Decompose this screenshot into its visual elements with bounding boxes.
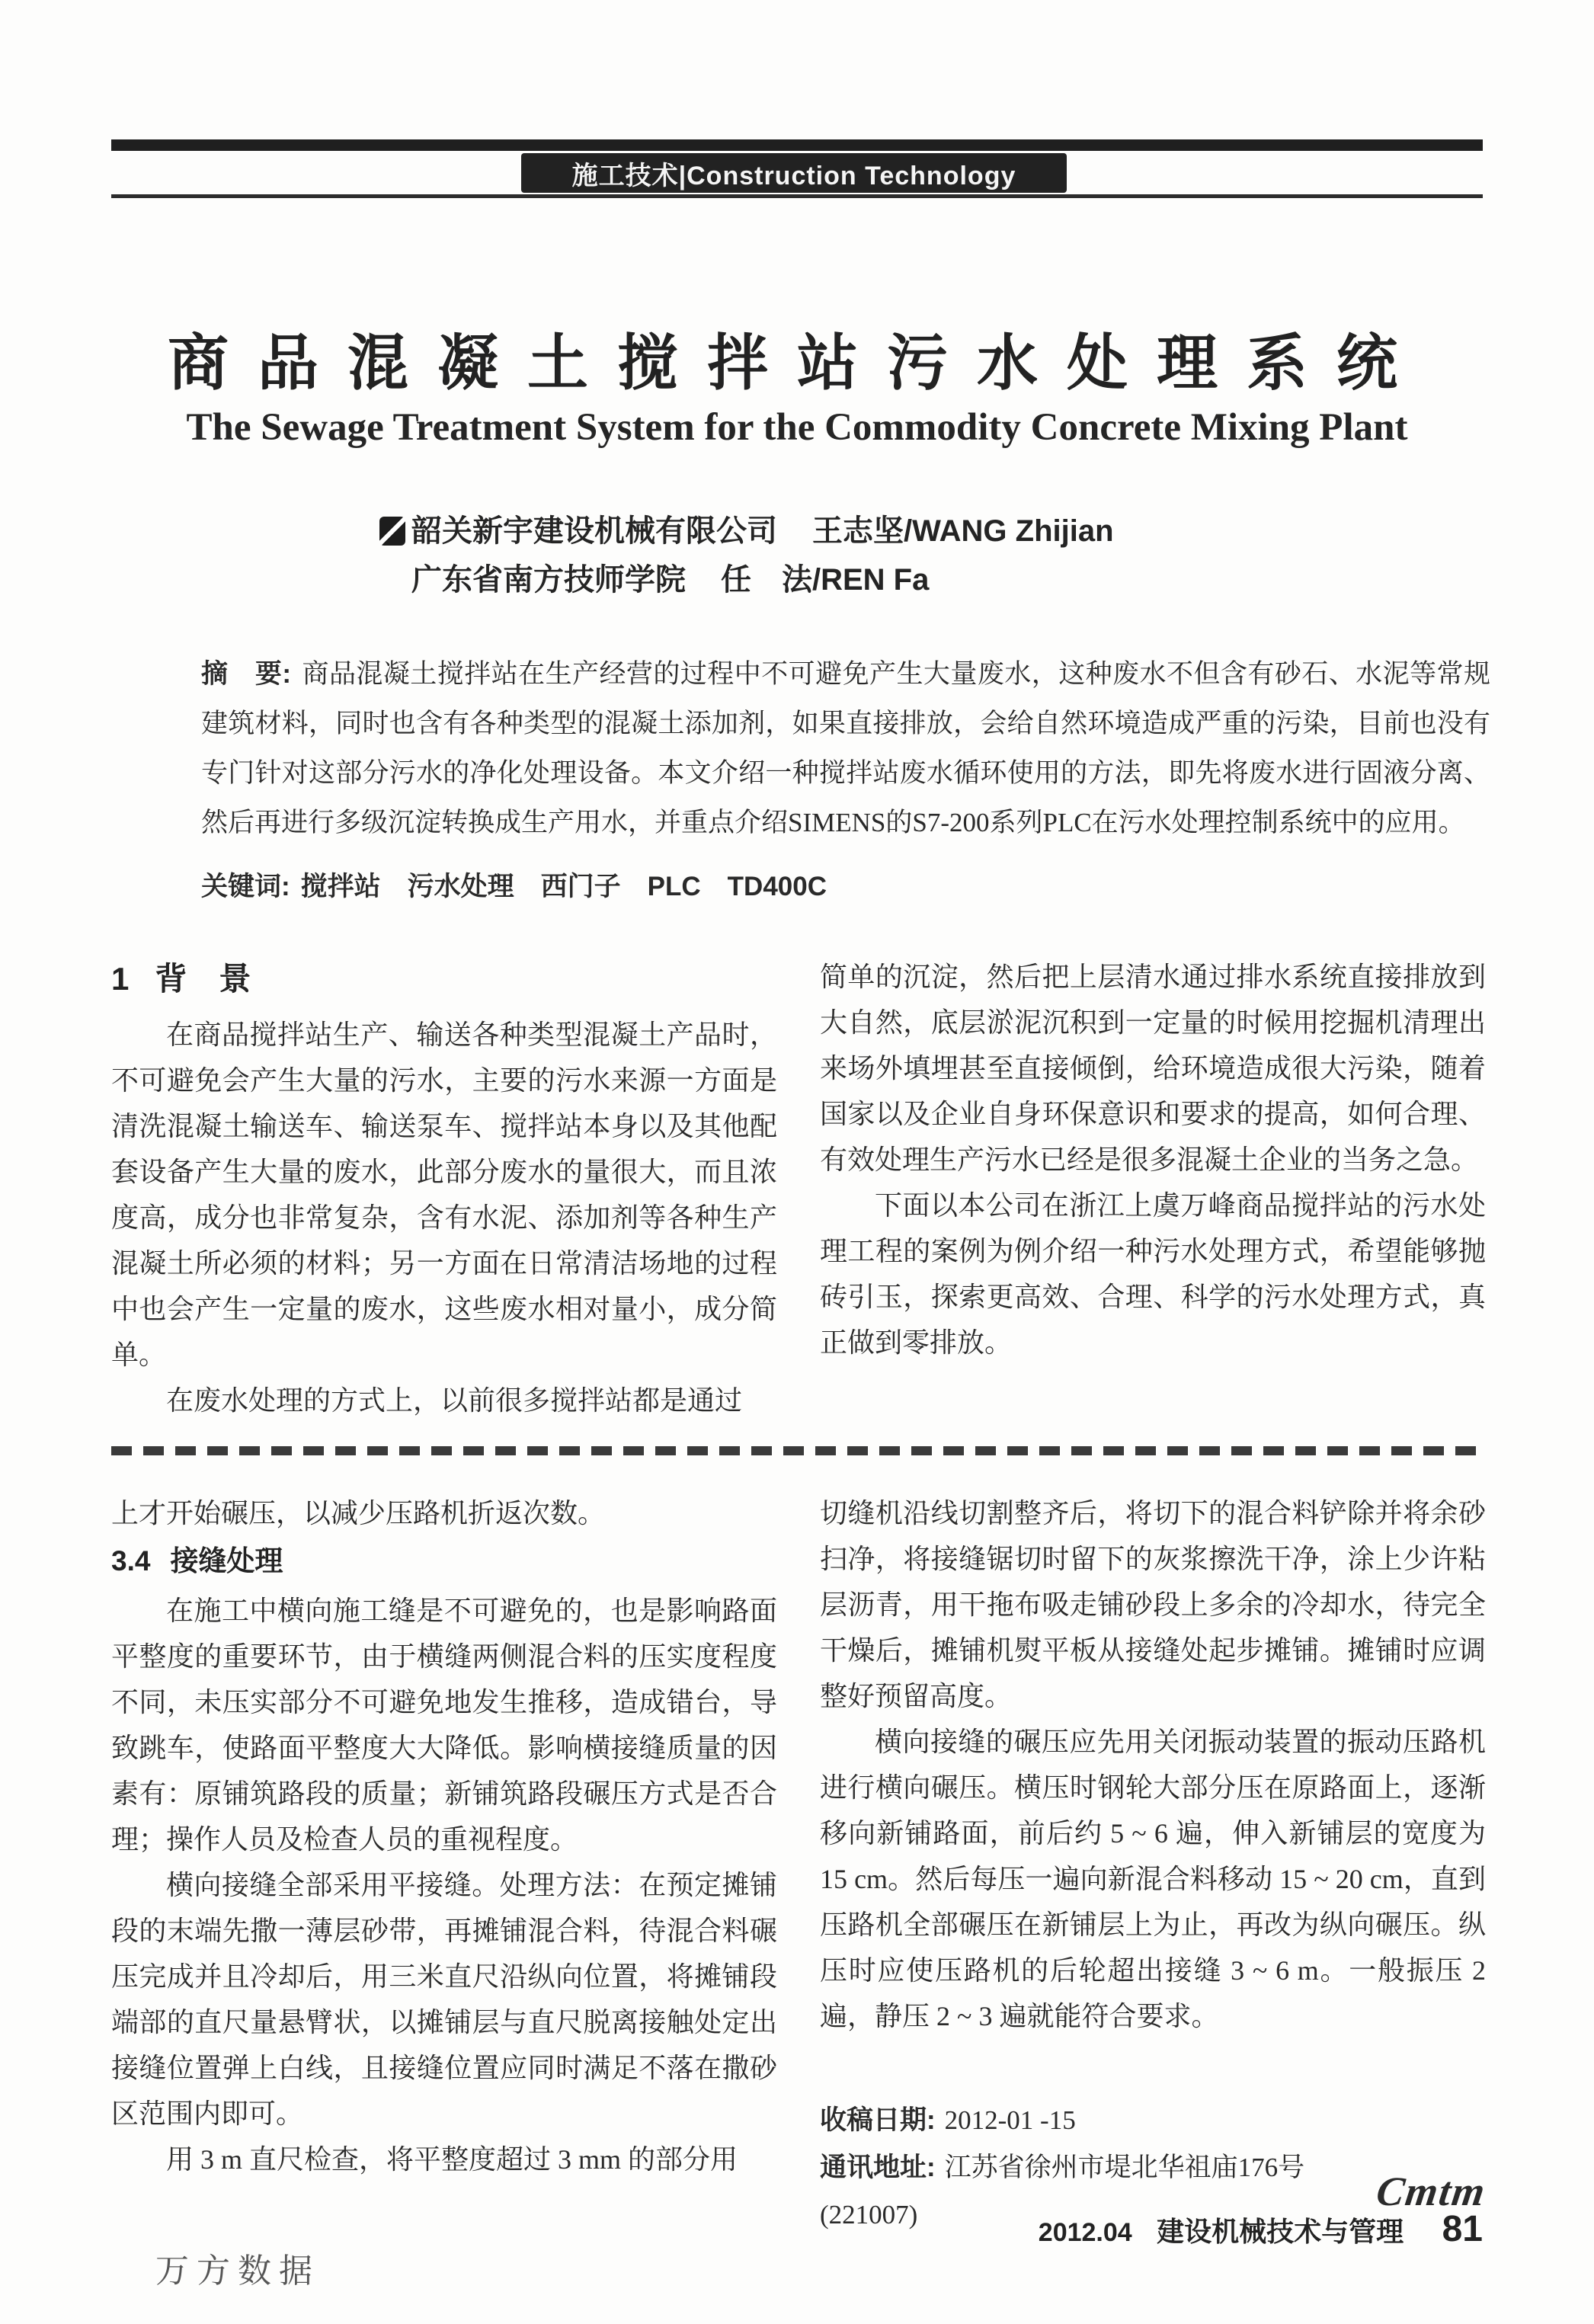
body-paragraph: 简单的沉淀，然后把上层清水通过排水系统直接排放到大自然，底层淤泥沉积到一定量的时候用挖掘机清理出来场外填埋甚至直接倾倒，给环境造成很大污染，随着国家以及企业自身环保意识和要求的提高，如何合理、有效处理生产污水已经是很多混凝土企业的当务之急。 [820,962,1486,1175]
header-rule-thin [111,194,1483,198]
body-paragraph: 横向接缝的碾压应先用关闭振动装置的振动压路机进行横向碾压。横压时钢轮大部分压在原路面上，逐渐移向新铺路面，前后约 5 ~ 6 遍，伸入新铺层的宽度为 15 cm。然后每压一遍向新混合料移动 15 ~ 20 cm，直到压路机全部碾压在新铺层上为止，再改为纵向碾压。纵压时应使压路机的后轮超出接缝 3 ~ 6 m。一般振压 2 遍，静压 2 ~ 3 遍就能符合要求。 [820,1727,1486,2031]
section1-heading [111,954,777,1004]
section1-number: 1 [111,961,130,997]
section34-title: 接缝处理 [170,1545,283,1577]
received-date-value: 2012-01 -15 [944,2105,1076,2135]
author-row [379,507,1114,555]
body-paragraph: 在商品搅拌站生产、输送各种类型混凝土产品时，不可避免会产生大量的污水，主要的污水来源一方面是清洗混凝土输送车、输送泵车、搅拌站本身以及其他配套设备产生大量的废水，此部分废水的量很大，而且浓度高，成分也非常复杂，含有水泥、添加剂等各种生产混凝土所必须的材料；另一方面在日常清洁场地的过程中也会产生一定量的废水，这些废水相对量小，成分简单。 [111,1020,777,1370]
dashed-divider [111,1446,1483,1455]
section34-left-column [111,1490,777,2182]
keywords-label: 关键词: [201,872,290,901]
footer-journal-name: 建设机械技术与管理 [1157,2216,1404,2247]
author-affiliation: 广东省南方技师学院 [411,563,686,597]
body-paragraph: 上才开始碾压，以减少压路机折返次数。 [111,1498,606,1529]
wanfang-watermark: 万方数据 [155,2252,320,2290]
author-row [411,555,1114,604]
body-paragraph: 切缝机沿线切割整齐后，将切下的混合料铲除并将余砂扫净，将接缝锯切时留下的灰浆擦洗干净，涂上少许粘层沥青，用干拖布吸走铺砂段上多余的冷却水，待完全干燥后，摊铺机熨平板从接缝处起步摊铺。摊铺时应调整好预留高度。 [820,1498,1486,1711]
abstract [201,649,1490,847]
section1-right-column [820,954,1486,1365]
section-banner [521,153,1067,193]
abstract-text: 商品混凝土搅拌站在生产经营的过程中不可避免产生大量废水，这种废水不但含有砂石、水泥等常规建筑材料，同时也含有各种类型的混凝土添加剂，如果直接排放，会给自然环境造成严重的污染，目前也没有专门针对这部分污水的净化处理设备。本文介绍一种搅拌站废水循环使用的方法，即先将废水进行固液分离、然后再进行多级沉淀转换成生产用水，并重点介绍SIMENS的S7-200系列PLC在污水处理控制系统中的应用。 [201,659,1491,837]
author-affiliation: 韶关新宇建设机械有限公司 [411,514,777,548]
keywords-text: 搅拌站 污水处理 西门子 PLC TD400C [300,872,827,901]
footer-issue: 2012.04 [1038,2218,1132,2247]
section1-left-column [111,954,777,1423]
section34-right-column [820,1490,1490,2239]
keywords [201,866,1490,904]
article-title-chinese: 商品混凝土搅拌站污水处理系统 [168,329,1426,397]
body-paragraph: 在施工中横向施工缝是不可避免的，也是影响路面平整度的重要环节，由于横缝两侧混合料的压实度程度不同，未压实部分不可避免地发生推移，造成错台，导致跳车，使路面平整度大大降低。影响横接缝质量的因素有：原铺筑路段的质量；新铺筑路段碾压方式是否合理；操作人员及检查人员的重视程度。 [111,1596,777,1855]
header-rule-thick [111,139,1483,151]
article-title-english: The Sewage Treatment System for the Commodity Concrete Mixing Plant [186,406,1408,449]
publisher-mark-icon [379,517,405,546]
author-block [379,507,1114,604]
received-date-row [820,2097,1486,2144]
body-paragraph: 用 3 m 直尺检查，将平整度超过 3 mm 的部分用 [166,2144,738,2175]
journal-logo: Cmtm [1373,2169,1490,2214]
section1-title: 背 景 [155,961,251,997]
author-name: 任 法/REN Fa [721,563,930,597]
body-paragraph: 下面以本公司在浙江上虞万峰商品搅拌站的污水处理工程的案例为例介绍一种污水处理方式，希望能够抛砖引玉，探索更高效、合理、科学的污水处理方式，真正做到零排放。 [820,1190,1486,1358]
received-date-label: 收稿日期: [820,2105,936,2135]
body-paragraph: 在废水处理的方式上，以前很多搅拌站都是通过 [166,1385,743,1416]
body-paragraph: 横向接缝全部采用平接缝。处理方法：在预定摊铺段的末端先撒一薄层砂带，再摊铺混合料，待混合料碾压完成并且冷却后，用三米直尺沿纵向位置，将摊铺段端部的直尺量悬臂状，以摊铺层与直尺脱离接触处定出接缝位置弹上白线，且接缝位置应同时满足不落在撒砂区范围内即可。 [111,1870,777,2129]
section34-number: 3.4 [111,1545,151,1577]
abstract-label: 摘 要: [201,659,292,689]
section-banner-label: 施工技术|Construction Technology [571,161,1016,190]
footer-page-number: 81 [1442,2209,1483,2249]
section34-heading [111,1538,777,1585]
contact-address-value: 江苏省徐州市堤北华祖庙176号(221007) [820,2153,1305,2230]
author-name: 王志坚/WANG Zhijian [812,514,1114,548]
contact-address-label: 通讯地址: [820,2153,936,2182]
